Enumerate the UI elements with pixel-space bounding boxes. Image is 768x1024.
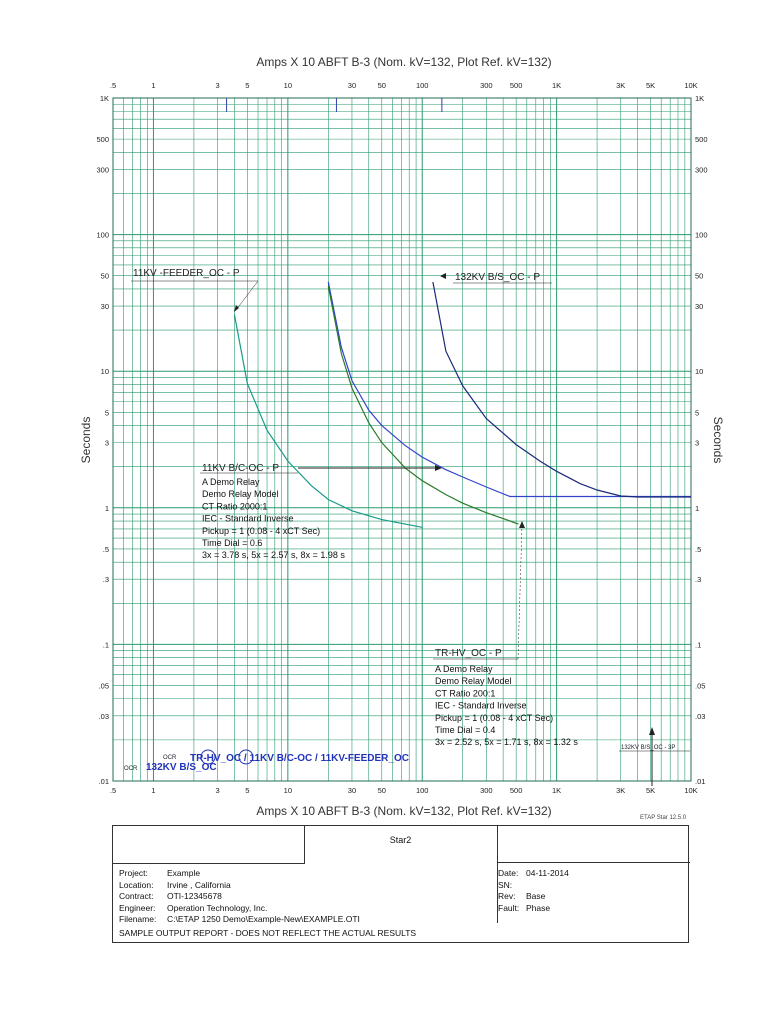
y-tick-label: 1 <box>695 503 700 513</box>
filename-label: Filename: <box>119 914 157 924</box>
title-block-right-box <box>497 826 690 863</box>
sn-label: SN: <box>498 879 513 890</box>
relay-info-line: 3x = 2.52 s, 5x = 1.71 s, 8x = 1.32 s <box>435 737 578 748</box>
y-tick-label: .1 <box>695 640 702 650</box>
location-label: Location: <box>119 879 154 890</box>
relay-info-line: CT Ratio 200:1 <box>435 688 496 699</box>
study-info <box>498 868 569 914</box>
rev-value: Base <box>526 891 546 901</box>
y-tick-label: 500 <box>695 135 708 145</box>
y-tick-label: 50 <box>695 271 704 281</box>
label-132kv-bs: 132KV B/S_OC - P <box>455 272 541 283</box>
tick-labels <box>96 81 707 795</box>
fault-label: Fault: <box>498 902 520 913</box>
y-tick-label: 5 <box>104 408 109 418</box>
y-tick-label: .03 <box>98 711 109 721</box>
relay-info-line: Pickup = 1 (0.08 - 4 xCT Sec) <box>435 712 554 723</box>
y-tick-label: .5 <box>695 544 702 554</box>
fault-value: Phase <box>526 902 551 913</box>
bottom-label-132kv: 132KV B/S_OC <box>146 762 217 773</box>
y-tick-label: 300 <box>695 165 708 175</box>
x-tick-label: .5 <box>109 786 117 795</box>
x-tick-label: 3 <box>215 786 220 795</box>
relay-info-line: Time Dial = 0.6 <box>202 538 263 548</box>
y-axis-label-left: Seconds <box>79 416 93 464</box>
y-tick-label: .05 <box>695 681 706 691</box>
x-tick-label: .5 <box>109 81 117 90</box>
relay-info-line: A Demo Relay <box>202 477 260 487</box>
x-tick-label: 1 <box>151 81 156 90</box>
relay-info-line: Pickup = 1 (0.08 - 4 xCT Sec) <box>202 525 321 536</box>
grid <box>113 98 691 781</box>
date-value: 04-11-2014 <box>526 868 569 878</box>
y-tick-label: 5 <box>695 408 700 418</box>
x-tick-label: 500 <box>509 81 523 90</box>
date-label: Date: <box>498 868 519 878</box>
y-tick-label: 30 <box>695 302 704 312</box>
x-tick-label: 10K <box>684 786 698 795</box>
x-tick-label: 100 <box>415 81 429 90</box>
relay-info-line: 3x = 3.78 s, 5x = 2.57 s, 8x = 1.98 s <box>202 550 345 561</box>
y-tick-label: 50 <box>100 271 109 281</box>
plot-frame <box>113 98 691 781</box>
x-tick-label: 5K <box>645 786 656 795</box>
project-info <box>119 868 360 926</box>
bottom-label-overlap: TR-HV_OC / 11KV B/C-OC / 11KV-FEEDER_OC <box>190 753 409 764</box>
x-tick-label: 30 <box>347 81 357 90</box>
star-name: Star2 <box>389 835 412 845</box>
x-tick-label: 1 <box>151 786 156 795</box>
y-tick-label: 3 <box>695 438 700 448</box>
y-tick-label: 100 <box>96 230 109 240</box>
x-tick-label: 1K <box>552 786 562 795</box>
y-tick-label: .3 <box>695 575 702 585</box>
label-feeder: 11KV -FEEDER_OC - P <box>133 268 240 279</box>
contract-label: Contract: <box>119 891 154 901</box>
label-132kv-bs-3p: 132KV B/S_OC - 3P <box>621 745 676 751</box>
ocr-label-1: OCR <box>124 766 138 772</box>
y-tick-label: 3 <box>104 438 109 448</box>
x-tick-label: 5 <box>245 81 250 90</box>
x-tick-label: 3 <box>215 81 220 90</box>
x-tick-label: 1K <box>552 81 562 90</box>
y-tick-label: .1 <box>102 640 109 650</box>
y-tick-label: .03 <box>695 711 706 721</box>
location-value: Irvine , California <box>167 879 231 890</box>
series-11kv-b-c-oc-p <box>328 282 691 497</box>
y-tick-label: 10 <box>695 367 704 377</box>
x-tick-label: 3K <box>616 786 626 795</box>
y-tick-label: 1 <box>104 503 109 513</box>
bc-relay-info <box>202 477 345 560</box>
y-tick-label: 1K <box>695 94 705 103</box>
relay-info-line: CT Ratio 2000:1 <box>202 501 268 512</box>
x-tick-label: 10 <box>283 786 293 795</box>
top-axis-title: Amps X 10 ABFT B-3 (Nom. kV=132, Plot Ref. kV=132) <box>256 55 552 69</box>
relay-info-line: Demo Relay Model <box>202 489 279 500</box>
x-tick-label: 5K <box>645 81 656 90</box>
project-value: Example <box>167 868 201 878</box>
y-tick-label: 300 <box>96 165 109 175</box>
y-tick-label: .01 <box>695 777 706 786</box>
relay-info-line: A Demo Relay <box>435 664 493 674</box>
relay-info-line: Demo Relay Model <box>435 676 512 687</box>
bottom-axis-title: Amps X 10 ABFT B-3 (Nom. kV=132, Plot Ref. kV=132) <box>256 804 552 818</box>
engineer-label: Engineer: <box>119 902 156 913</box>
ocr-label-2: OCR <box>163 755 177 761</box>
relay-info-line: IEC - Standard Inverse <box>435 700 527 711</box>
engineer-value: Operation Technology, Inc. <box>167 902 268 913</box>
y-axis-label-right: Seconds <box>711 416 725 464</box>
sample-note: SAMPLE OUTPUT REPORT - DOES NOT REFLECT THE ACTUAL RESULTS <box>119 928 417 938</box>
x-tick-label: 50 <box>377 81 386 90</box>
y-tick-label: .3 <box>102 575 109 585</box>
contract-value: OTI-12345678 <box>167 891 222 901</box>
rev-label: Rev: <box>498 891 516 901</box>
x-tick-label: 10 <box>283 81 293 90</box>
filename-value: C:\ETAP 1250 Demo\Example-New\EXAMPLE.OTI <box>167 914 360 924</box>
x-tick-label: 300 <box>480 81 493 90</box>
title-block-logo-box <box>113 826 305 864</box>
y-tick-label: .5 <box>102 544 109 554</box>
relay-info-line: Time Dial = 0.4 <box>435 725 496 735</box>
y-tick-label: 1K <box>99 94 109 103</box>
relay-info-line: IEC - Standard Inverse <box>202 513 294 524</box>
y-tick-label: .01 <box>98 777 109 786</box>
y-tick-label: .05 <box>98 681 109 691</box>
x-tick-label: 30 <box>347 786 357 795</box>
y-tick-label: 10 <box>100 367 109 377</box>
label-11kv-bc: 11KV B/C-OC - P <box>202 463 280 474</box>
project-label: Project: <box>119 868 148 878</box>
x-tick-label: 3K <box>616 81 626 90</box>
y-tick-label: 500 <box>96 135 109 145</box>
software-version: ETAP Star 12.5.0 <box>640 815 687 821</box>
x-tick-label: 10K <box>684 81 698 90</box>
label-tr-hv: TR-HV_OC - P <box>435 648 502 659</box>
x-tick-label: 500 <box>509 786 523 795</box>
title-block <box>112 825 689 943</box>
x-tick-label: 300 <box>480 786 493 795</box>
x-tick-label: 5 <box>245 786 250 795</box>
x-tick-label: 100 <box>415 786 429 795</box>
y-tick-label: 30 <box>100 302 109 312</box>
y-tick-label: 100 <box>695 230 708 240</box>
x-tick-label: 50 <box>377 786 386 795</box>
series-132kv-b-s-oc-p <box>433 282 691 497</box>
